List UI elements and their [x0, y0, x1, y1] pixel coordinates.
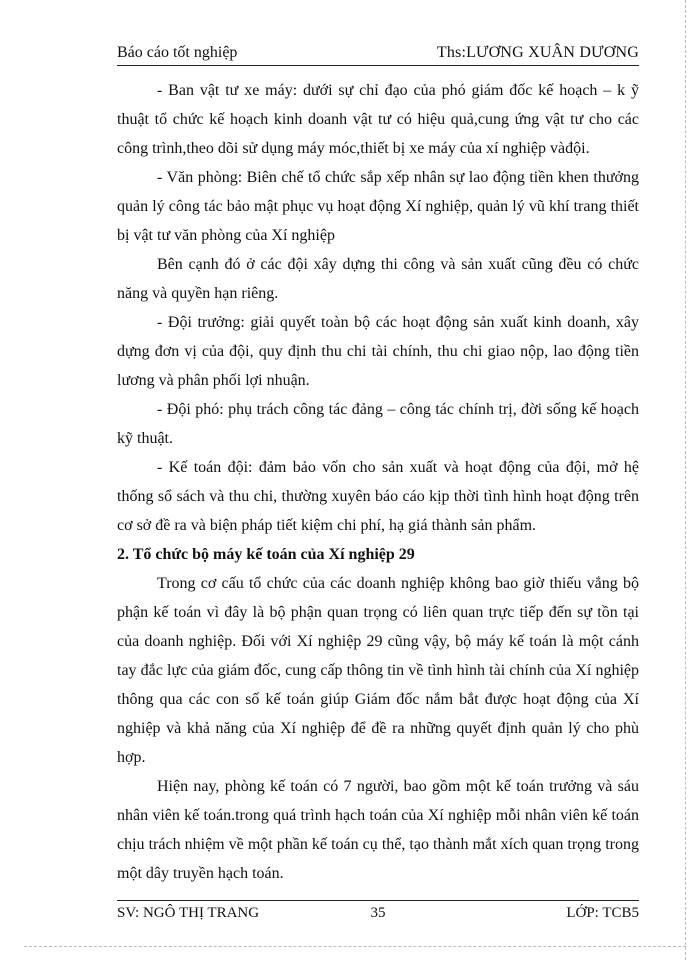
paragraph-van-phong: - Văn phòng: Biên chế tổ chức sắp xếp nhân sự lao động tiền khen thưởng quản lý công tác bảo mật phục vụ hoạt động Xí nghiệp, quản lý vũ khí trang thiết bị vật tư văn phòng của Xí nghiệp: [117, 169, 639, 244]
document-body: [117, 76, 639, 888]
paragraph-ban-vat-tu: - Ban vật tư xe máy: dưới sự chỉ đạo của phó giám đốc kế hoạch – k ỹ thuật tổ chức kế hoạch kinh doanh vật tư có hiệu quả,cung ứng vật tư cho các công trình,theo dõi sử dụng máy móc,thiết bị xe máy của xí nghiệp vàđội.: [117, 82, 639, 157]
paragraph-co-cau: Trong cơ cấu tổ chức của các doanh nghiệp không bao giờ thiếu vắng bộ phận kế toán vì đây là bộ phận quan trọng có liên quan trực tiếp đến sự tồn tại của doanh nghiệp. Đối với Xí nghiệp 29 cũng vậy, bộ máy kế toán là một cánh tay đắc lực của giám đốc, cung cấp thông tin về tình hình tài chính của Xí nghiệp thông qua các con số kế toán giúp Giám đốc nắm bắt được hoạt động của Xí nghiệp và khả năng của Xí nghiệp để đề ra những quyết định quản lý cho phù hợp.: [117, 575, 639, 766]
page-footer: [117, 900, 639, 922]
paragraph-ke-toan-doi: - Kế toán đội: đảm bảo vốn cho sản xuất và hoạt động của đội, mở hệ thống sổ sách và thu chi, thường xuyên báo cáo kịp thời tình hình hoạt động trên cơ sở đề ra và biện pháp tiết kiệm chi phí, hạ giá thành sản phẩm.: [117, 459, 639, 534]
page-number: 35: [370, 905, 386, 921]
page-bottom-border: [24, 946, 686, 947]
paragraph-hien-nay: Hiện nay, phòng kế toán có 7 người, bao gồm một kế toán trưởng và sáu nhân viên kế toán.trong quá trình hạch toán của Xí nghiệp mỗi nhân viên kế toán chịu trách nhiệm về một phần kế toán cụ thể, tạo thành mắt xích quan trọng trong một dây truyền hạch toán.: [117, 778, 639, 882]
paragraph-doi-truong: - Đội trưởng: giải quyết toàn bộ các hoạt động sản xuất kinh doanh, xây dựng đơn vị của đội, quy định thu chi tài chính, thu chi giao nộp, lao động tiền lương và phân phối lợi nhuận.: [117, 314, 639, 389]
paragraph-doi-pho: - Đội phó: phụ trách công tác đảng – công tác chính trị, đời sống kế hoạch kỹ thuật.: [117, 401, 639, 447]
section-heading: 2. Tổ chức bộ máy kế toán của Xí nghiệp 29: [117, 546, 415, 563]
header-left: Báo cáo tốt nghiệp: [117, 44, 238, 61]
paragraph-ben-canh: Bên cạnh đó ở các đội xây dựng thi công và sản xuất cũng đều có chức năng và quyền hạn riêng.: [117, 256, 639, 302]
footer-class: LỚP: TCB5: [566, 905, 639, 921]
page-header: [117, 40, 639, 66]
footer-student: SV: NGÔ THỊ TRANG: [117, 905, 260, 921]
header-right: Ths:LƯƠNG XUÂN DƯƠNG: [436, 44, 639, 61]
